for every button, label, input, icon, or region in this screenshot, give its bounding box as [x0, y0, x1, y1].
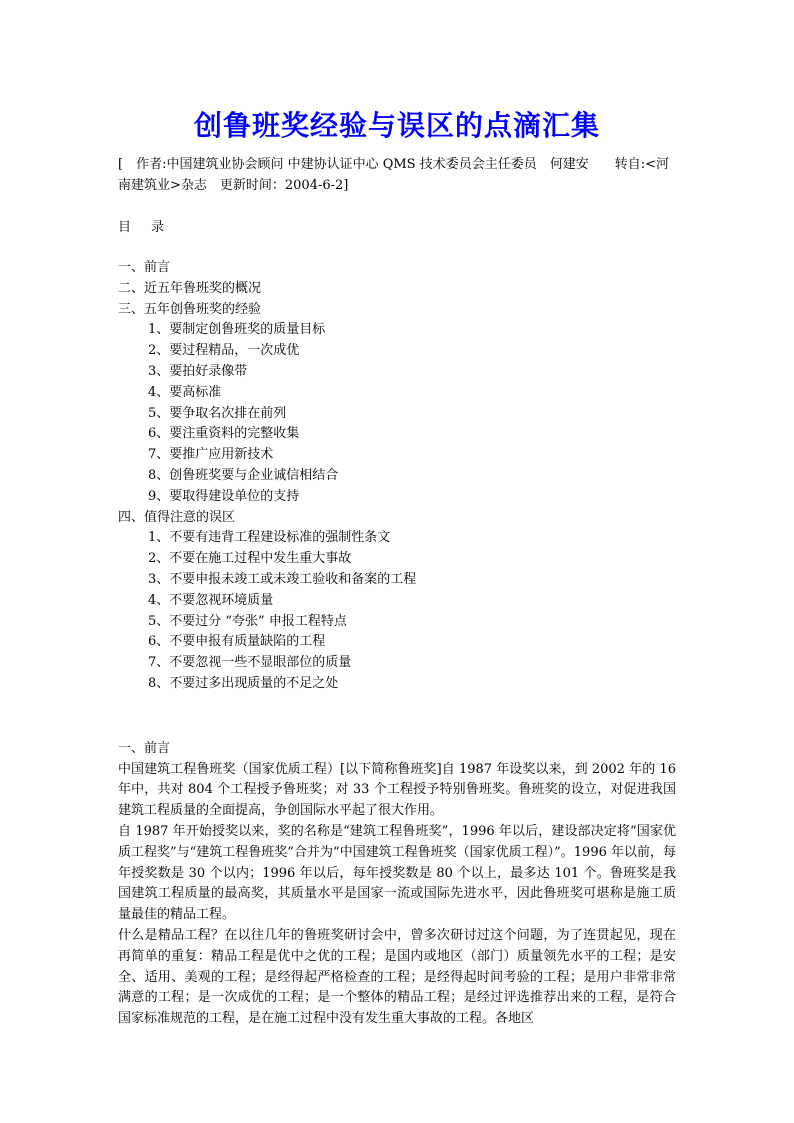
toc-subitem: 9、要取得建设单位的支持: [148, 488, 300, 504]
body-paragraph: 中国建筑工程鲁班奖（国家优质工程）[以下简称鲁班奖]自 1987 年设奖以来，到 2002 年的 16 年中，共对 804 个工程授予鲁班奖；对 33 个工程授予特别鲁班奖。鲁班奖的设立，对促进我国建筑工程质量的全面提高，争创国际水平起了很大作用。: [118, 761, 677, 819]
toc-subitem: 5、不要过分 “夸张” 申报工程特点: [148, 613, 347, 629]
toc-item: 四、值得注意的误区: [118, 509, 236, 525]
toc-subitem: 7、要推广应用新技术: [148, 447, 274, 463]
section-heading: 一、前言: [118, 740, 171, 756]
table-of-contents: [118, 258, 676, 695]
toc-subitem: 7、不要忽视一些不显眼部位的质量: [148, 655, 352, 671]
toc-subitem: 2、不要在施工过程中发生重大事故: [148, 551, 352, 567]
body-paragraph: 自 1987 年开始授奖以来，奖的名称是“建筑工程鲁班奖”，1996 年以后，建设部决定将“国家优质工程奖”与“建筑工程鲁班奖”合并为“中国建筑工程鲁班奖（国家优质工程）”。1996 年以前，每年授奖数是 30 个以内；1996 年以后，每年授奖数是 80 个以上，最多达 101 个。鲁班奖是我国建筑工程质量的最高奖，其质量水平是国家一流或国际先进水平，因此鲁班奖可堪称是施工质量最佳的精品工程。: [118, 823, 676, 923]
toc-subitem: 1、不要有违背工程建设标准的强制性条文: [148, 530, 391, 546]
toc-subitem: 4、不要忽视环境质量: [148, 592, 274, 608]
document-page: [118, 108, 676, 1030]
toc-subitem: 1、要制定创鲁班奖的质量目标: [148, 322, 326, 338]
body-paragraph: 什么是精品工程？在以往几年的鲁班奖研讨会中，曾多次研讨过这个问题，为了连贯起见，现在再简单的重复：精品工程是优中之优的工程；是国内或地区（部门）质量领先水平的工程；是安全、适用、美观的工程；是经得起严格检查的工程；是经得起时间考验的工程；是用户非常非常满意的工程；是一次成优的工程；是一个整体的精品工程；是经过评选推荐出来的工程，是符合国家标准规范的工程，是在施工过程中没有发生重大事故的工程。各地区: [118, 927, 676, 1027]
toc-subitem: 5、要争取名次排在前列: [148, 405, 287, 421]
toc-subitem: 8、创鲁班奖要与企业诚信相结合: [148, 467, 339, 483]
toc-subitem: 3、不要申报未竣工或未竣工验收和备案的工程: [148, 571, 417, 587]
toc-item: 三、五年创鲁班奖的经验: [118, 301, 262, 317]
toc-subitem: 8、不要过多出现质量的不足之处: [148, 675, 339, 691]
toc-item: 二、近五年鲁班奖的概况: [118, 280, 262, 296]
toc-subitem: 6、要注重资料的完整收集: [148, 426, 300, 442]
toc-subitem: 3、要拍好录像带: [148, 363, 248, 379]
toc-subitem: 6、不要申报有质量缺陷的工程: [148, 634, 326, 650]
document-title: 创鲁班奖经验与误区的点滴汇集: [193, 109, 600, 142]
toc-item: 一、前言: [118, 260, 171, 275]
author-byline: [ 作者:中国建筑业协会顾问 中建协认证中心 QMS 技术委员会主任委员 何建安 转自:<河南建筑业>杂志 更新时间：2004-6-2]: [118, 157, 669, 193]
toc-heading: 目 录: [118, 220, 173, 235]
toc-subitem: 2、要过程精品，一次成优: [148, 343, 300, 359]
toc-subitem: 4、要高标准: [148, 384, 222, 400]
